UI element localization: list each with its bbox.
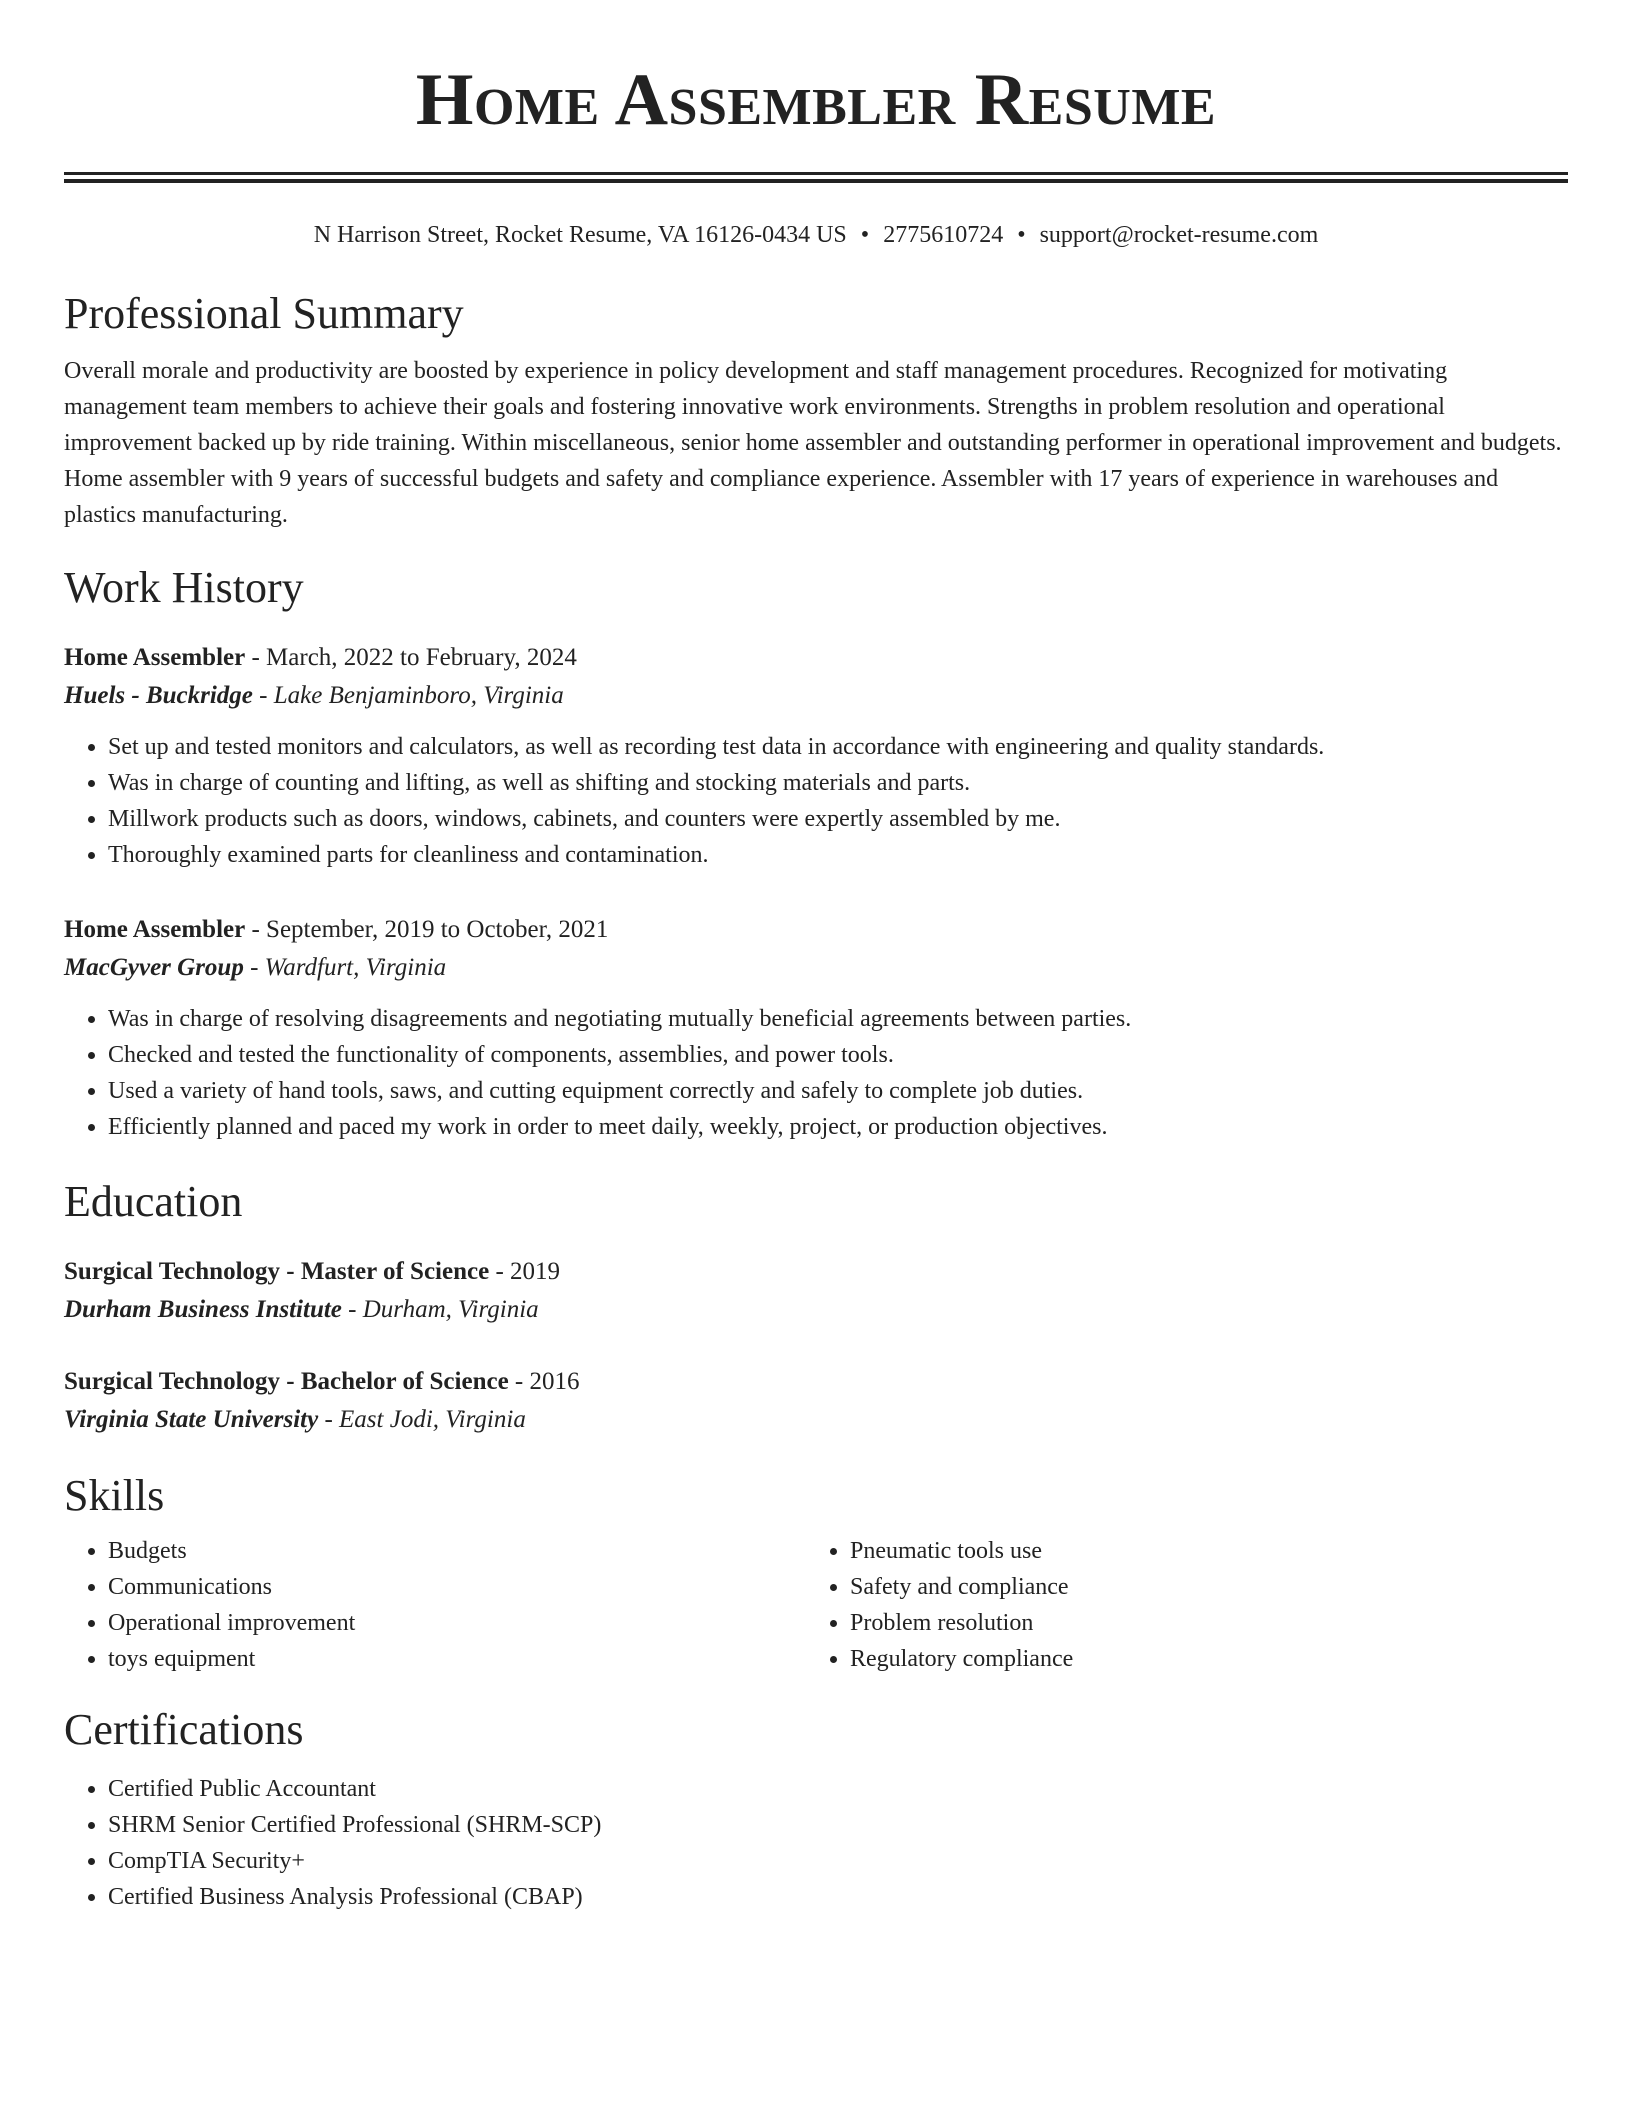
skills-heading: Skills [64,1471,165,1520]
education-degree-line [64,1363,1568,1401]
contact-phone: 2775610724 [883,222,1004,248]
job-dates: - March, 2022 to February, 2024 [245,644,577,671]
job-company-line [64,677,1568,715]
skill-item: • Budgets [108,1533,806,1569]
summary-text: Overall morale and productivity are boosted by experience in policy development and staff management procedures. Recognized for motivating management team members to achieve their goals and fostering innovative work environments. Strengths in problem resolution and operational improvement backed up by ride training. Within miscellaneous, senior home assembler and outstanding performer in operational improvement and budgets. Home assembler with 9 years of successful budgets and safety and compliance experience. Assembler with 17 years of experience in warehouses and plastics manufacturing. [64,358,1562,528]
job-location: - Lake Benjaminboro, Virginia [252,682,564,709]
job-location: - Wardfurt, Virginia [243,954,447,981]
education-degree: Surgical Technology - Master of Science [64,1258,490,1285]
skill-item: • Safety and compliance [850,1569,1548,1605]
education-degree-line [64,1253,1568,1291]
contact-email: support@rocket-resume.com [1039,222,1319,248]
job-company: MacGyver Group [64,954,244,981]
education-year: - 2019 [489,1258,561,1285]
contact-separator: • [860,222,870,248]
job-bullet: • Was in charge of resolving disagreements and negotiating mutually beneficial agreements between parties. [108,1001,1568,1037]
job-title-line [64,911,1568,949]
education-entry [64,1253,1568,1329]
job-entry [64,639,1568,873]
education-location: - Durham, Virginia [341,1296,539,1323]
education-degree: Surgical Technology - Bachelor of Science [64,1368,509,1395]
contact-separator: • [1017,222,1026,248]
skills-columns [64,1533,1568,1677]
job-bullets [64,1001,1568,1145]
job-bullet: • Checked and tested the functionality of components, assemblies, and power tools. [108,1037,1568,1073]
education-entry [64,1363,1568,1439]
skill-item: • Communications [108,1569,806,1605]
job-company: Huels - Buckridge [64,682,253,709]
job-bullet: • Set up and tested monitors and calculators, as well as recording test data in accordance with engineering and quality standards. [108,729,1568,765]
certification-item: • Certified Business Analysis Professional (CBAP) [108,1879,1568,1915]
job-entry [64,911,1568,1145]
skill-item: • toys equipment [108,1641,806,1677]
job-bullet: • Used a variety of hand tools, saws, and cutting equipment correctly and safely to complete job duties. [108,1073,1568,1109]
education-school: Virginia State University [64,1406,319,1433]
contact-address: N Harrison Street, Rocket Resume, VA 16126-0434 US [313,222,847,248]
skill-item: • Pneumatic tools use [850,1533,1548,1569]
certifications-heading: Certifications [64,1705,304,1754]
job-title: Home Assembler [64,916,246,943]
certification-item: • CompTIA Security+ [108,1843,1568,1879]
job-title-line [64,639,1568,677]
education-school-line [64,1291,1568,1329]
job-bullets [64,729,1568,873]
education-year: - 2016 [508,1368,580,1395]
job-bullet: • Thoroughly examined parts for cleanliness and contamination. [108,837,1568,873]
work-history-heading: Work History [64,563,304,612]
skills-list-right [806,1533,1548,1677]
job-bullet: • Was in charge of counting and lifting, as well as shifting and stocking materials and parts. [108,765,1568,801]
contact-line [64,219,1568,251]
skill-item: • Problem resolution [850,1605,1548,1641]
title-divider [64,172,1568,175]
job-company-line [64,949,1568,987]
resume-title: Home Assembler Resume [415,59,1217,141]
education-heading: Education [64,1177,243,1226]
education-location: - East Jodi, Virginia [318,1406,526,1433]
summary-heading: Professional Summary [64,289,464,338]
certifications-list [64,1771,1568,1915]
certification-item: • Certified Public Accountant [108,1771,1568,1807]
skills-list-left [64,1533,806,1677]
skill-item: • Operational improvement [108,1605,806,1641]
certification-item: • SHRM Senior Certified Professional (SHRM-SCP) [108,1807,1568,1843]
job-title: Home Assembler [64,644,246,671]
skill-item: • Regulatory compliance [850,1641,1548,1677]
job-bullet: • Millwork products such as doors, windows, cabinets, and counters were expertly assembled by me. [108,801,1568,837]
job-dates: - September, 2019 to October, 2021 [245,916,609,943]
education-school: Durham Business Institute [64,1296,342,1323]
job-bullet: • Efficiently planned and paced my work in order to meet daily, weekly, project, or production objectives. [108,1109,1568,1145]
education-school-line [64,1401,1568,1439]
